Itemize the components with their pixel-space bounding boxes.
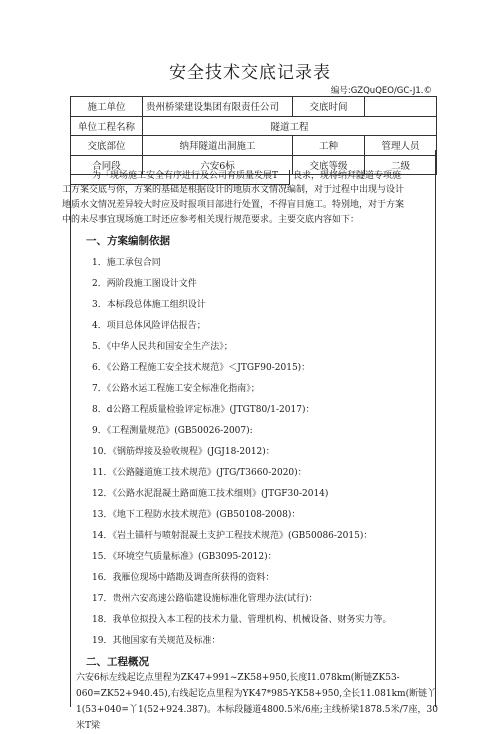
document-number: 编号:GZQuQEO/GC-J1.© [330,86,432,96]
label-work-type: 工种 [293,136,365,156]
intro-line: 地质水文情况差异较大时应及时报项目部进行处置，不得盲目施工。特别地，对于方案 [62,200,405,210]
list-item: 10．《钢筋焊接及验收规程》(JGJ18-2012)： [92,447,275,457]
value-briefing-level: 二级 [365,155,437,175]
list-item: 5．《中华人民共和国安全生产法》； [92,342,233,352]
label-contract-section: 合同段 [71,155,143,175]
intro-paragraph [62,183,444,228]
overview-line: 六安6标左线起讫点里程为ZK47+991~ZK58+950,长度I1.078km(断链ZK53- [76,673,400,683]
intro-cell-a: 为「现场施工安全有序进行及公司育质量发展T [70,170,290,185]
section-heading-basis: 一、方案编制依据 [86,235,170,247]
label-briefing-time: 交底时间 [293,97,365,117]
label-construction-unit: 施工单位 [71,97,143,117]
value-construction-unit: 贵州桥梁建设集团有限责任公司 [143,97,293,117]
list-item: 12．《公路水泥混凝土路面施工技术细则》(JTGF30-2014) [92,489,329,499]
list-item: 9．《工程测量规范》(GB50026-2007): [92,426,253,436]
overview-line: 060=ZK52+940.45),右线起讫点里程为YK47*985-YK58+950,全长11.081km(断链丫 [76,689,437,699]
list-item: 2．两阶段施工图设计文件 [92,279,197,289]
value-briefing-time[interactable] [365,97,437,117]
list-item: 7．《公路水运工程施工安全标准化指南》； [92,384,260,394]
label-briefing-part: 交底部位 [71,136,143,156]
label-briefing-level: 交底等级 [293,155,365,175]
section-heading-overview: 二、工程概况 [86,656,149,668]
list-item: 4．项目总体风险评估报告； [92,321,206,331]
list-item: 15．《环境空气质量标准》(GB3095-2012)： [92,552,277,562]
list-item: 17．贵州六安高速公路临建设施标准化管理办法(试行)： [92,594,318,604]
header-table [70,96,437,175]
value-work-type: 管理人员 [365,136,437,156]
table-row [71,116,437,136]
list-item: 18．我单位拟投入本工程的技术力量、管理机构、机械设备、财务实力等。 [92,615,392,625]
list-item: 16．我雁位现场中踏勘及调查所获得的资料： [92,573,275,583]
overview-paragraph [76,670,438,734]
intro-cell-b: 良求，现将纳拜隧道专项施 [293,171,402,181]
table-row [71,136,437,156]
list-item: 14．《岩土锚杆与喷射混凝土支护工程技术规范》(GB50086-2015)： [92,531,373,541]
list-item: 11．《公路隧道施工技术规范》(JTG/T3660-2020)： [92,468,307,478]
page-title: 安全技术交底记录表 [169,63,331,83]
intro-line: 中的未尽事宜现场施工时还应参考相关现行规范要求。主要交底内容如下： [62,215,360,225]
label-unit-project: 单位工程名称 [71,116,143,136]
list-item: 13．《地下工程防水技术规范》(GB50108-2008)： [92,510,301,520]
intro-line: 工方案交底与你，方案的基础是根据设计的地质水文情况编制，对于过程中出现与设计 [62,185,405,195]
list-item: 1．施工承包合同 [92,258,161,268]
value-briefing-part: 纳拜隧道出洞施工 [143,136,293,156]
value-unit-project: 隧道工程 [143,116,437,136]
value-contract-section: 六安6标 [143,155,293,175]
list-item: 8．d公路工程质量检验评定标准》(JTGT80/1-2017)： [92,405,315,415]
table-row [71,97,437,117]
list-item: 19．其他国家有关规范及标准： [92,636,221,646]
overview-line: 1(53+040=丫1(52+924.387)。本标段隧道4800.5米/6座;主线桥梁1878.5米/7座，30米T梁 [76,705,438,731]
list-item: 6．《公路工程施工安全技术规范》＜JTGF90-2015)： [92,363,311,373]
list-item: 3．本标段总体施工组织设计 [92,300,206,310]
